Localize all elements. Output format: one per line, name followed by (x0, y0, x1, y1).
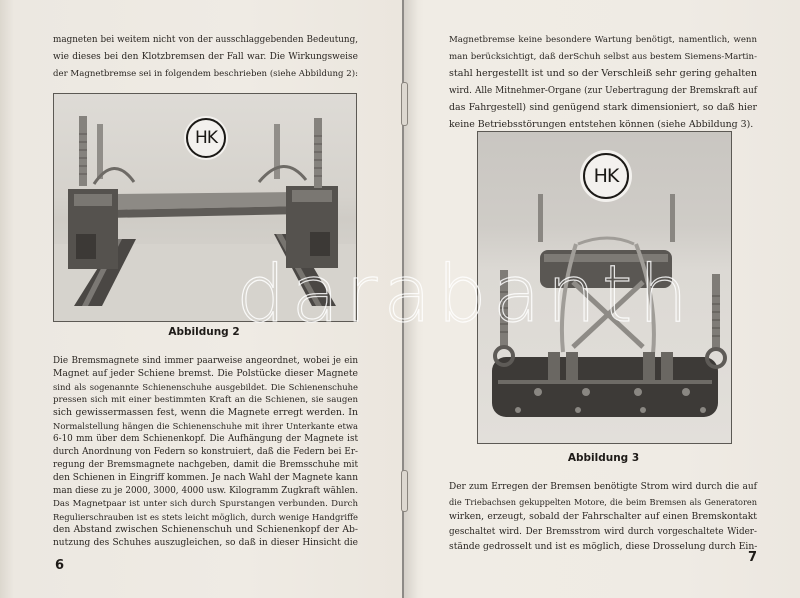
text-line: den Schienen in Eingriff kommen. Je nach Wahl der Magnete kann (53, 473, 358, 483)
page-number-right: 7 (748, 550, 758, 565)
spring (538, 194, 543, 242)
text-line: Normalstellung hängen die Schienenschuhe mit ihrer Unterkante etwa (53, 421, 358, 431)
text-line: stahl hergestellt ist und so der Verschleiß sehr gering gehalten (449, 68, 758, 79)
text-line: man berücksichtigt, daß derSchuh selbst aus bestem Siemens-Martin- (449, 52, 757, 62)
text-line: magneten bei weitem nicht von der ausschlaggebenden Bedeutung, (53, 35, 358, 45)
page-number-left: 6 (55, 558, 65, 573)
text-line: Magnet auf jeder Schiene bremst. Die Polstücke dieser Magnete (53, 368, 358, 379)
text-line: Die Bremsmagnete sind immer paarweise angeordnet, wobei je ein (53, 356, 358, 366)
text-line: sind als sogenannte Schienenschuhe ausgebildet. Die Schienenschuhe (53, 382, 358, 392)
staple-bottom (401, 470, 408, 512)
text-line: Das Magnetpaar ist unter sich durch Spurstangen verbunden. Durch (53, 499, 358, 509)
text-line: sich gewissermassen fest, wenn die Magnete erregt werden. In (53, 407, 358, 418)
text-line: die Triebachsen gekuppelten Motore, die beim Bremsen als Generatoren (449, 497, 757, 507)
hk-logo (580, 150, 632, 202)
text-line: das Fahrgestell) sind genügend stark dimensioniert, so daß hier (449, 102, 757, 113)
spring (79, 116, 87, 186)
staple-top (401, 82, 408, 126)
spring (314, 118, 322, 188)
text-line: pressen sich mit einer bestimmten Kraft an die Schienen, sie saugen (53, 395, 358, 405)
text-line: stände gedrosselt und ist es möglich, diese Drosselung durch Ein- (449, 541, 758, 552)
figure-3-caption: Abbildung 3 (567, 452, 640, 464)
text-line: Regulierschrauben ist es stets leicht möglich, durch wenige Handgriffe (53, 512, 358, 522)
text-line: 6-10 mm über dem Schienenkopf. Die Aufhängung der Magnete ist (53, 434, 358, 444)
text-line: man diese zu je 2000, 3000, 4000 usw. Kilogramm Zugkraft wählen. (53, 486, 358, 496)
spring (670, 194, 675, 242)
text-line: geschaltet wird. Der Bremsstrom wird durch vorgeschaltete Wider- (449, 527, 757, 537)
spring (274, 124, 280, 179)
hk-logo-mark: HK (186, 118, 226, 158)
text-line: nutzung des Schuhes auszugleichen, so daß in dieser Hinsicht die (53, 538, 358, 548)
spring (500, 270, 508, 348)
text-line: Magnetbremse keine besondere Wartung benötigt, namentlich, wenn (449, 35, 757, 45)
figure-2-caption: Abbildung 2 (168, 326, 240, 338)
text-line: der Magnetbremse sei in folgendem beschrieben (siehe Abbildung 2): (53, 69, 358, 79)
hk-logo-mark: HK (583, 153, 629, 199)
front-magnet (492, 357, 718, 417)
text-line: durch Anordnung von Federn so konstruiert, daß die Federn bei Er- (53, 447, 358, 457)
text-line: wird. Alle Mitnehmer-Organe (zur Uebertragung der Bremskraft auf (449, 86, 757, 96)
hk-logo (184, 116, 228, 160)
text-line: wirken, erzeugt, sobald der Fahrschalter auf einen Bremskontakt (449, 511, 757, 522)
text-line: Der zum Erregen der Bremsen benötigte Strom wird durch die auf (449, 482, 757, 492)
spring (97, 124, 103, 179)
text-line: regung der Bremsmagnete nachgeben, damit die Bremsschuhe mit (53, 460, 358, 470)
text-line: keine Betriebsstörungen entstehen können (siehe Abbildung 3). (449, 119, 754, 130)
text-line: wie dieses bei den Klotzbremsen der Fall war. Die Wirkungsweise (53, 52, 358, 62)
figure-3-photo (477, 131, 732, 444)
figure-2-photo (53, 93, 357, 322)
cable (259, 166, 306, 182)
text-line: den Abstand zwischen Schienenschuh und Schienenkopf der Ab- (53, 524, 358, 535)
